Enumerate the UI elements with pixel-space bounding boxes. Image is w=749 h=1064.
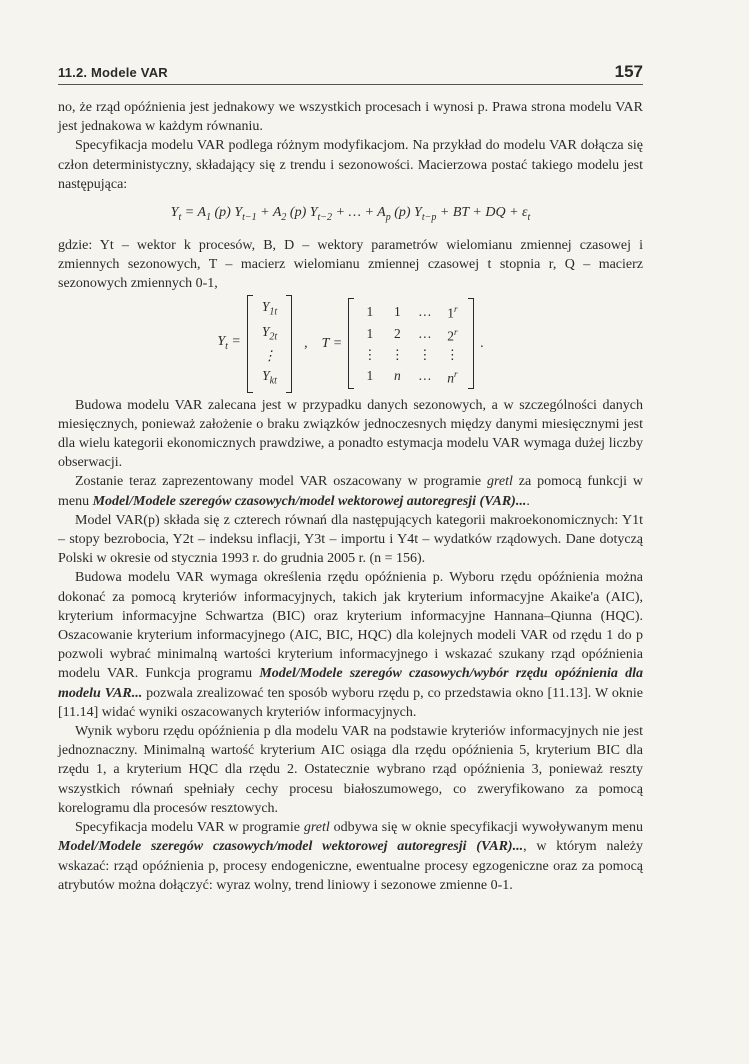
t-matrix (348, 298, 474, 389)
y-vector-entry: $Y_{2t}$ (261, 323, 278, 343)
y-vector-entry: $Y_{1t}$ (261, 298, 278, 318)
software-name: gretl (487, 474, 513, 490)
t-matrix-cell: ⋮ (363, 347, 377, 363)
paragraph-4: Budowa modelu VAR zalecana jest w przypadku danych sezonowych, a w szczególności danych miesięcznych, ponieważ założenie o braku związków jednoczesnych między danymi miesięcznymi jest dla wielu kategorii ekonomicznych prawdziwe, a ponadto estymacja modelu VAR wymaga dużej liczby obserwacji. (58, 397, 643, 471)
t-matrix-cell: $n^r$ (447, 368, 458, 386)
page-header (58, 62, 643, 85)
t-matrix-cell: … (418, 326, 432, 342)
paragraph-9: Specyfikacja modelu VAR w programie gretl odbywa się w oknie specyfikacji wywoływanym menu Model/Modele szeregów czasowych/model wektorowej autoregresji (VAR)..., w którym należy wskazać: rząd opóźnienia p, procesy endogeniczne, ewentualne procesy egzogeniczne oraz za pomocą atrybutów można dołączyć: wyraz wolny, trend liniowy i sezonowe zmienne 0-1. (58, 820, 644, 893)
t-matrix-label: T = (321, 336, 343, 352)
paragraph-5: Zostanie teraz zaprezentowany model VAR oszacowany w programie gretl za pomocą funkcji w menu Model/Modele szeregów czasowych/model wektorowej autoregresji (VAR).... (58, 474, 643, 509)
body-text (58, 98, 643, 895)
running-head: 11.2. Modele VAR (58, 65, 168, 80)
paragraph-6: Model VAR(p) składa się z czterech równań dla następujących kategorii makroekonomicznych: Y1t – stopy bezrobocia, Y2t – indeksu inflacji, Y3t – importu i Y4t – wydatków rządowych. Dane dotyczą Polski w okresie od stycznia 1993 r. do grudnia 2005 r. (n = 156). (58, 512, 643, 567)
software-name: gretl (303, 820, 330, 836)
paragraph-1: no, że rząd opóźnienia jest jednakowy we wszystkich procesach i wynosi p. Prawa strona modelu VAR jest jednakowa w każdym równaniu. (58, 100, 643, 135)
paragraph-2: Specyfikacja modelu VAR podlega różnym modyfikacjom. Na przykład do modelu VAR dołącza się człon deterministyczny, składający się z trendu i sezonowości. Macierzowa postać takiego modelu jest następująca: (58, 138, 643, 192)
t-matrix-cell: 2$^r$ (447, 326, 458, 344)
paragraph-3: gdzie: Yt – wektor k procesów, B, D – wektory parametrów wielomianu zmiennej czasowej i zmiennych sezonowych, T – macierz wielomianu zmiennej czasowej t stopnia r, Q – macierz sezonowych zmiennych 0-1, (58, 238, 643, 292)
y-vector (247, 295, 292, 393)
y-matrix-label: $Y_t$ = (217, 333, 241, 352)
t-matrix-cell: ⋮ (390, 347, 405, 363)
t-matrix-cell: 1 (366, 368, 374, 384)
t-matrix-cell: n (394, 368, 401, 384)
menu-path: Model/Modele szeregów czasowych/model wektorowej autoregresji (VAR)... (92, 493, 527, 509)
y-vector-entry: ⋮ (262, 348, 277, 364)
y-vector-entry: $Y_{kt}$ (262, 367, 277, 387)
t-matrix-cell: … (418, 368, 432, 384)
page-number: 157 (614, 62, 643, 81)
matrix-definitions: $Y_t$ = $Y_{1t}$ $Y_{2t}$ ⋮ $Y_{kt}$ , T = 1 1 … 1$^r$ 1 2 … 2$^r$ ⋮ ⋮ ⋮ ⋮ 1 n … $n^r$ . (58, 302, 643, 386)
t-matrix-cell: 2 (394, 326, 401, 342)
paragraph-8: Wynik wyboru rzędu opóźnienia p dla modelu VAR na podstawie kryteriów informacyjnych nie jest jednoznaczny. Minimalną wartość kryterium AIC osiąga dla rzędu opóźnienia 5, kryterium BIC dla rzędu 1, a kryterium HQC dla rzędu 2. Ostatecznie wybrano rząd opóźnienia 3, ponieważ reszty wszystkich równań spełniały cechy procesu białoszumowego, co zweryfikowano za pomocą korelogramu dla procesów resztowych. (58, 724, 643, 816)
menu-path: Model/Modele szeregów czasowych/wybór rzędu opóźnienia dla modelu VAR... (58, 666, 643, 701)
t-matrix-cell: … (418, 303, 432, 319)
t-matrix-cell: 1 (366, 303, 374, 319)
t-matrix-cell: 1 (366, 326, 374, 342)
t-matrix-cell: ⋮ (418, 347, 432, 363)
menu-path: Model/Modele szeregów czasowych/model wektorowej autoregresji (VAR)... (58, 839, 524, 855)
paragraph-7: Budowa modelu VAR wymaga określenia rzędu opóźnienia p. Wyboru rzędu opóźnienia można dokonać za pomocą kryteriów informacyjnych, takich jak kryterium informacyjne Akaike'a (AIC), kryterium informacyjne Schwartza (BIC) oraz kryterium informacyjne Hannana–Qiunna (HQC). Oszacowanie kryterium informacyjnego (AIC, BIC, HQC) dla kolejnych modeli VAR od rzędu 1 do p pozwoli wybrać minimalną wartości kryterium informacyjnego i wskazać szukany rząd opóźnienia modelu VAR. Funkcja programu Model/Modele szeregów czasowych/wybór rzędu opóźnienia dla modelu VAR... pozwala zrealizować ten sposób wyboru rzędu p, co przedstawia okno [11.13]. W oknie [11.14] widać wyniki oszacowanych kryteriów informacyjnych. (58, 570, 643, 720)
t-matrix-cell: 1$^r$ (447, 303, 458, 321)
t-matrix-cell: 1 (394, 303, 401, 319)
var-equation: $Y_t = A_1$ (p) $Y_{t-1} + A_2$ (p) $Y_{t-2}$ + … + $A_p$ (p) $Y_{t-p}$ + BT + DQ + $\varepsilon_t$ (170, 205, 531, 223)
t-matrix-cell: ⋮ (445, 347, 460, 363)
